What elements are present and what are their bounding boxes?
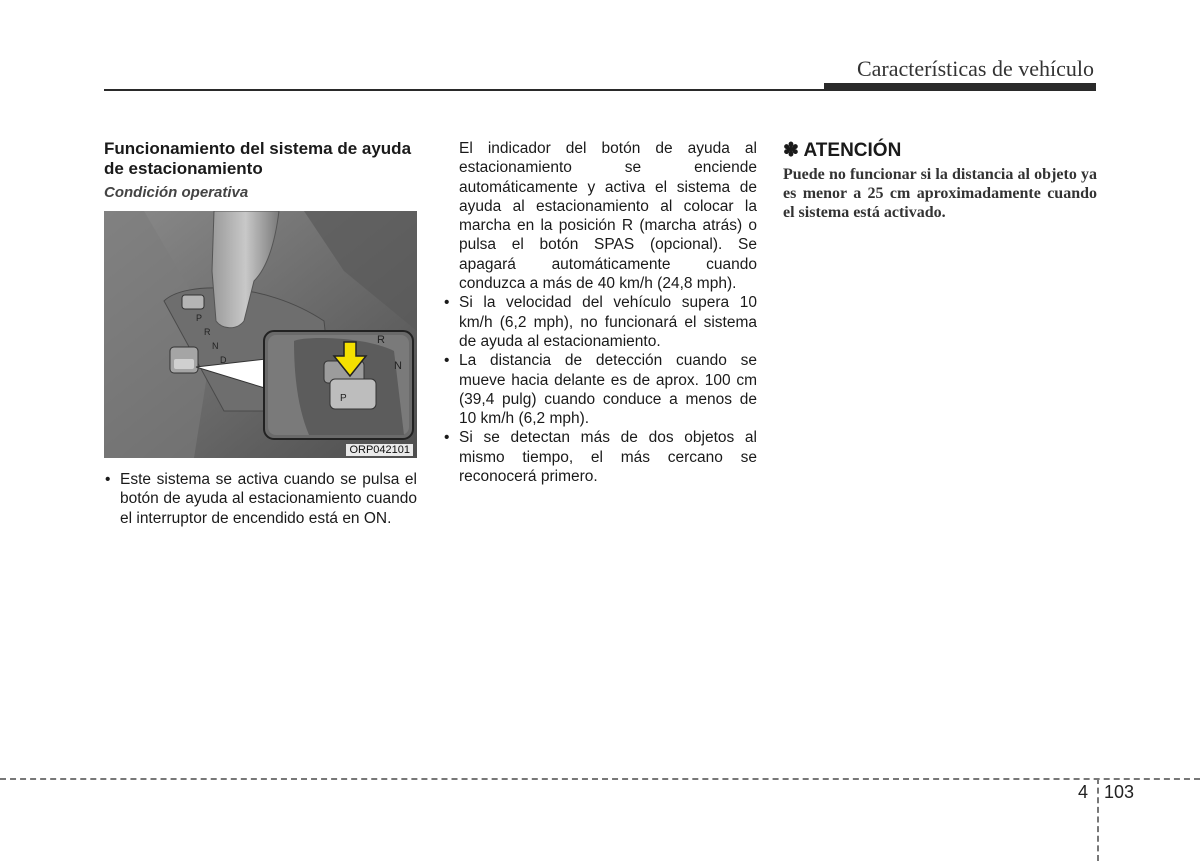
list-item: • Si la velocidad del vehículo supera 10 km/h (6,2 mph), no funcionará el sistema de ayuda al estacionamiento. <box>444 294 757 350</box>
bullet-dot: • <box>444 352 450 370</box>
chapter-number: 4 <box>1078 782 1089 802</box>
bullet-dot: • <box>105 471 111 488</box>
svg-text:D: D <box>220 355 227 365</box>
left-column <box>104 139 417 528</box>
svg-text:R: R <box>377 334 385 346</box>
intro-paragraph: El indicador del botón de ayuda al estacionamiento se enciende automáticamente y activa el sistema de ayuda al estacionamiento al colocar la marcha en la posición R (marcha atrás) o pulsa el botón SPAS (opcional). Se apagará automáticamente cuando conduzca a más de 40 km/h (24,8 mph). <box>459 140 757 293</box>
footer-rule <box>0 778 1200 780</box>
bullet-dot: • <box>444 294 450 312</box>
attention-title: ✽ ATENCIÓN <box>783 140 902 161</box>
page-header-title: Características de vehículo <box>856 56 1094 81</box>
svg-text:P: P <box>196 313 203 323</box>
bullet-dot: • <box>444 429 450 447</box>
svg-text:N: N <box>394 360 402 372</box>
svg-text:R: R <box>204 327 211 337</box>
list-item: • La distancia de detección cuando se mueve hacia delante es de aprox. 100 cm (39,4 pulg) cuando conduce a menos de 10 km/h (6,2 mph). <box>444 352 757 428</box>
middle-column <box>443 139 757 486</box>
attention-body: Puede no funcionar si la distancia al objeto ya es menor a 25 cm aproximadamente cuando el sistema está activado. <box>783 166 1097 221</box>
attention-box <box>783 139 1097 222</box>
svg-text:N: N <box>212 341 219 351</box>
header-rule <box>104 89 824 91</box>
gear-shift-figure <box>104 211 417 458</box>
gear-shift-illustration <box>104 211 417 458</box>
figure-caption: ORP042101 <box>346 444 413 456</box>
page-number: 103 <box>1104 782 1135 802</box>
left-bullet-list <box>104 470 417 528</box>
middle-bullet-list <box>443 293 757 486</box>
section-heading: Funcionamiento del sistema de ayuda de estacionamiento <box>104 139 412 178</box>
list-item: • Este sistema se activa cuando se pulsa el botón de ayuda al estacionamiento cuando el interruptor de encendido está en ON. <box>105 471 417 527</box>
section-subheading: Condición operativa <box>104 184 249 201</box>
svg-text:P: P <box>340 393 347 404</box>
footer-divider <box>1097 778 1099 861</box>
header-rule-bar <box>824 83 1096 91</box>
list-item: • Si se detectan más de dos objetos al mismo tiempo, el más cercano se reconocerá primero. <box>444 429 757 486</box>
